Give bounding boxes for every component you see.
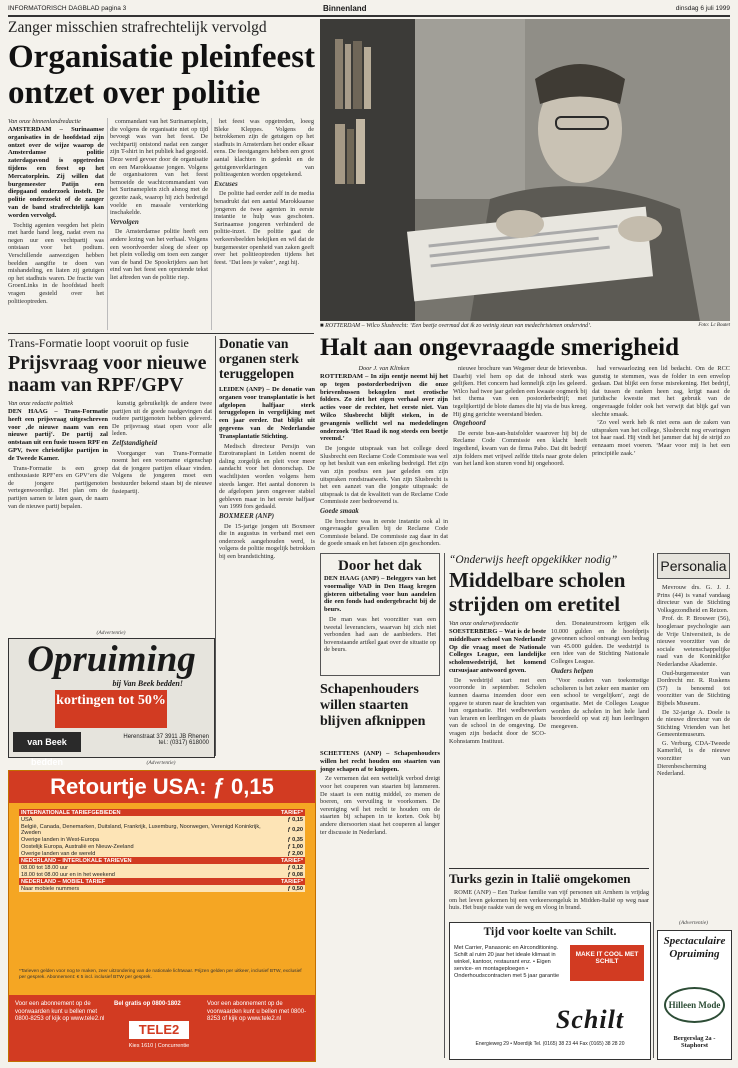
donatie-headline: Donatie van organen sterk teruggelopen	[219, 336, 299, 381]
halt-byline: Door J. van Klinken	[358, 365, 410, 372]
paragraph: commandant van het Surinameplein, die volgens de organisatie niet op tijd bevoegt was van het feest. De vechtpartij ontstond nadat een zanger zijn T-shirt in het publiek had gegooid. Deze werd gevoer door de organisatie en een Marokkaanse jongen. Volgens de organisatoren van het feest bemoeide de wachtcommandant van het Surinameplein zich alsnog met de gezette zaak, waarop hij zich bedreigd voelde en massale versterking inschakelde.	[110, 118, 208, 217]
ad-retour-footer-left: Voor een abonnement op de voorwaarden kunt u bellen met 0800-8253 of kijk op www.tele2.nl	[15, 1001, 105, 1022]
paragraph: ‘Voor ouders van toekomstige scholieren is het zeker een manier om een school te vergelijken’, zegt de organisatie. Met de Colleges League worden de scholen in het hele land beoordeeld op wat zij hun leerlingen meegeven.	[551, 677, 649, 730]
main-col-1	[8, 118, 104, 330]
tariff-name: 18.00 tot 08.00 uur en in het weekend	[19, 871, 279, 878]
schilt-logo: Schilt	[555, 1005, 625, 1034]
masthead-rule	[8, 15, 730, 17]
main-lead: AMSTERDAM – Surinaamse organisaties in de hoofdstad zijn ontzet over de wijze waarop de Amsterdamse politie zaterdagavond is opgetreden tijdens een feest op het Mercatorplein. Zij willen dat burgemeester Patijn een diepgaand onderzoek instelt. De politie onderzoekt of de zanger van de band strafrechtelijk kan worden vervolgd.	[8, 126, 104, 219]
halt-subhead-2: Ongehoord	[453, 419, 486, 428]
tariff-row	[19, 809, 305, 816]
paragraph: kunstig gebruikelijk de andere twee partijen uit de goede raadgevingen dat oudere partijgenoten hebben geleverd. De prijsvraag staat open voor alle leden.	[112, 400, 212, 438]
ad-opruiming-brand: van Beek bedden	[13, 732, 81, 752]
paragraph: De eerste bus-aan-huisfolder waarover hij bij de Reclame Code Commissie een klacht heeft ingediend, kwam van de firma Pabo. Dat dit bedrijf zijn folders met vrijwel zelfde titels naar grote delen van het land kon sturen vond hij ongehoord.	[453, 429, 587, 468]
scholen-col-1-text	[449, 677, 546, 745]
paragraph: ‘Zo veel werk heb ik niet eens aan de zaken van uitspraken van het college, Slusbrecht nog ervaringen tot haar raad. Hij vindt het jammer dat hij de strijd zo eenzaam moet voeren. ‘Maar voor mij is het een principiële zaak.’	[592, 419, 730, 457]
tariff-name: 08.00 tot 18.00 uur	[19, 864, 279, 871]
paragraph: De Amsterdamse politie heeft een andere lezing van het verhaal. Volgens een woordvoerder sloeg de sfeer op het plein volledig om toen een zanger van de band De Spookrijders aan het eind van het feest een opruiende tekst liet aftreden van de politie riep.	[110, 228, 208, 281]
masthead-left: INFORMATORISCH DAGBLAD pagina 3	[8, 5, 127, 12]
col-divider	[215, 336, 216, 756]
rpf-col-2	[112, 400, 212, 628]
caption-bullet-icon: ■	[320, 323, 326, 329]
schapen-text	[320, 775, 440, 836]
paragraph: den. Donateurstroom krijgen elk 10.000 gulden en de hoofdprijs gewonnen school ontvangt een bedrag van 45.000 gulden. De wedstrijd is een idee van de Stichting Nationale Colleges League.	[551, 620, 649, 665]
main-headline: Organisatie pleinfeest ontzet over politie	[8, 39, 316, 111]
tariff-row	[19, 857, 305, 864]
scholen-byline: Van onze onderwijsredactie	[449, 620, 519, 627]
main-subhead-2: Excuses	[214, 179, 238, 188]
personalia-item: Mevrouw drs. G. J. J. Prins (44) is vanaf vandaag directeur van de Stichting Volksgezondheid en Reizen.	[657, 584, 730, 614]
donatie-body	[219, 386, 315, 756]
hilleen-headline: Spectaculaire Opruiming	[663, 935, 726, 960]
tariff-rate: ƒ 0,15	[279, 816, 305, 823]
main-col-3	[214, 118, 314, 330]
tariff-row	[19, 885, 305, 892]
tele2-logo: TELE2	[129, 1021, 189, 1039]
halt-col-1-text	[320, 445, 448, 548]
tariff-row	[19, 843, 305, 850]
tariff-rate: ƒ 0,20	[279, 823, 305, 836]
tariff-rate: ƒ 0,50	[279, 885, 305, 892]
schilt-body: Met Carrier, Panasonic en Airconditioning. Schilt al ruim 20 jaar het ideale klimaat in winkel, kantoor, restaurant enz. • Eigen service- en montageploegen • Onderhoudscontracten met 5 jaar garantie	[454, 945, 560, 979]
rpf-col-1-text	[8, 465, 108, 511]
section-title: Binnenland	[323, 4, 367, 13]
tariff-name: NEDERLAND – INTERLOKALE TARIEVEN	[19, 857, 279, 864]
tele2-tagline: Kies 1610 | Concurrentie	[128, 1043, 190, 1049]
schilt-title: Tijd voor koelte van Schilt.	[483, 926, 617, 938]
rpf-headline: Prijsvraag voor nieuwe naam van RPF/GPV	[8, 352, 207, 396]
photo-caption	[320, 323, 730, 329]
tariff-rate: ƒ 0,08	[279, 871, 305, 878]
halt-col-1	[320, 365, 448, 549]
main-col-2	[110, 118, 208, 330]
paragraph: Ze vernemen dat een wettelijk verbod dreigt voor het couperen van staarten bij lammeren. De staart is een nuttig middel, zo menen de boeren, om vervuiling te voorkomen. De vereniging wil het recht te houden om de staarten bij schapen in te korten. Ook bij andere diersoorten staat het couperen al langer ter discussie in Nederland.	[320, 775, 440, 836]
col-divider	[107, 118, 108, 330]
personalia-item: Oud-burgemeester van Dordrecht mr. R. Ruskens (57) is benoemd tot voorzitter van de Stichting Bijbels Museum.	[657, 669, 730, 707]
tariff-name: INTERNATIONALE TARIEFGEBIEDEN	[19, 809, 279, 816]
paragraph: had verwaarlozing een lid bedacht. Om de RCC gunstig te stemmen, was de folder in een envelop gedaan. Dat blijkt een forse misrekening. Het bedrijf, dat tussen de ranken heen zag, krijgt naast de juridische kwestie met het gebruik van de ongevraagde folder ook het verwijt dat blijk gaf van slechte smaak.	[592, 365, 730, 418]
main-col-1-text	[8, 222, 104, 306]
paragraph: De politie had eerder zelf in de media benadrukt dat een aantal Marokkaanse jongeren de twee agenten in eerste instantie te hulp was geschoten. Surinaamse jongeren verhinderd de politie-inzet. De politie gaat de verkeersbeelden bekijken en wil dat de burgemeester openheid van zaken geeft over het politieoptreden tijdens het feest. ‘Dat lees je vaker’, zegt hij.	[214, 190, 314, 266]
ad-label: (Advertentie)	[146, 760, 176, 766]
tariff-row	[19, 878, 305, 885]
scholen-kicker: “Onderwijs heeft opgekikker nodig”	[449, 554, 618, 566]
tariff-row	[19, 836, 305, 843]
photo-caption-text: ROTTERDAM – Wilco Slusbrecht: ‘Een beetje overmad dat ik zo weinig steun van medechristenen ondervind’.	[325, 323, 592, 329]
paragraph: De wedstrijd start met een voorronde in september. Scholen kunnen daarna inzenden door een opgave te sturen naar de krachten van hun organisatie. Het wedbewerken van leraren en leerlingen en de plaats van de school in de omgeving. De vragen zijn bedacht door de SCO-Kohnstamm Instituut.	[449, 676, 546, 745]
tariff-rate: ƒ 2,00	[279, 850, 305, 857]
ad-label: (Advertentie)	[96, 630, 126, 636]
tariff-row	[19, 864, 305, 871]
donatie-text	[219, 443, 315, 561]
ad-opruiming-title: Opruiming	[27, 639, 196, 680]
scholen-subhead: Ouders helpen	[551, 666, 594, 675]
tariff-name: Naar mobiele nummers	[19, 885, 279, 892]
tariff-table-grid	[19, 809, 305, 892]
tariff-name: USA	[19, 816, 279, 823]
main-subhead-1: Vervolgen	[110, 217, 139, 226]
rpf-byline: Van onze redactie politiek	[8, 400, 73, 407]
scholen-col-2	[551, 620, 649, 866]
ad-opruiming-address	[87, 734, 209, 746]
scholen-headline: Middelbare scholen strijden om eretitel	[449, 568, 626, 616]
paragraph: Tochtig agenten veegden het plein met harde hand leeg, nadat even na negen uur een vechtpartij was ontstaan voor het podium. Verschillende aanwezigen hebben beelden aangifte te doen van mishandeling, en liaten zij getuigen op het stadhuis waren. De fractie van GroenLinks in de hoofdstad heeft vragen gesteld over het politieoptreden.	[8, 221, 104, 305]
ad-retour-footnote: *Tarieven gelden voor nog te maken, zeer uitzondering van de nationale lichtwaar. Prijzen gelden per uitkeer, inclusief BTW, exclusief per gesprek. Abonnement: € 5 incl. inclusief BTW per gesprek.	[19, 969, 302, 980]
halt-headline: Halt aan ongevraagde smerigheid	[320, 334, 680, 361]
main-byline: Van onze binnenlandredactie	[8, 118, 81, 125]
dak-lead: DEN HAAG (ANP) – Beleggers van het voormalige VAD in Den Haag kregen gisteren uitbetaling voor hun aandelen die een fonds had ondergebracht bij de beurs.	[324, 575, 436, 614]
donatie-lead: LEIDEN (ANP) – De donatie van organen voor transplantatie is het afgelopen halfjaar sterk teruggelopen in vergelijking met een jaar eerder. Dat blijkt uit gegevens van de Nederlandse Transplantatie Stichting.	[219, 386, 315, 440]
personalia-list	[657, 584, 730, 916]
hilleen-address: Bergerslag 2a - Staphorst	[673, 1035, 716, 1049]
rpf-kicker: Trans-Formatie loopt vooruit op fusie	[8, 336, 189, 350]
halt-lead: ROTTERDAM – In zijn eentje neemt hij het op tegen postorderbedrijven die onze brievenbussen bekogelen met erotische folders. Zo ziet het eigen verhaal over zijn acties voor de rechter, het eerste niet. Van Wilco Slusbrecht blijft steken, in de gevangenis wellicht wel na mededelingen onderzoek ‘Het Raad ik nog steeds een beetje vreemd.’	[320, 373, 448, 443]
masthead-date: dinsdag 6 juli 1999	[675, 5, 730, 12]
personalia-item: De 32-jarige A. Doele is de nieuwe directeur van de Stichting Vrienden van het Gemeentemuseum.	[657, 708, 730, 739]
ad-retourtje-usa[interactable]	[8, 770, 316, 1062]
paragraph: Trans-Formatie is een groep enthousiaste RPF’ers en GPV’ers die de jongere partijgenoten vertegenwoordigt. Het plan om de partijen samen te laten gaan, de naam van de nieuwe partij bepalen.	[8, 464, 108, 510]
ad-label: (Advertentie)	[678, 920, 708, 926]
phone-line: tel.: (0317) 618000	[158, 740, 209, 746]
ad-retour-footer	[9, 995, 315, 1061]
scholen-col-1	[449, 620, 546, 866]
paragraph: De man was het voorzitter van een tweetal leveranciers, waarvan hij zich niet verbonden had aan de aanbieders. Het bovenstaande artikel gaat over de situatie op de beurs.	[324, 615, 436, 654]
ad-retour-footer-right	[207, 1001, 309, 1024]
paragraph: het feest was opgetreden, loeeg Bleke Kleppes. Volgens de betrokkenen zijn de getuigen op het stadhuis in Amsterdam het onder elkaar eens. De feestgangers hebben een groot aantal klachten in gedenkt en de getuigenverklaringen van politieagenten worden opgetekend.	[214, 118, 314, 179]
turks-headline: Turks gezin in Italië omgekomen	[449, 871, 631, 886]
tariff-rate: TARIEF*	[281, 809, 303, 816]
donatie-subhead: BOXMEER (ANP)	[219, 511, 275, 520]
door-het-dak-box	[320, 553, 440, 676]
tariff-rate: ƒ 0,35	[279, 836, 305, 843]
paragraph: De 15-jarige jongen uit Boxmeer die in augustus in verband met een onderzoek aangehouden werd, is volgens de politie mogelijk betrokken bij een brandstichting.	[219, 522, 315, 560]
paragraph: ROME (ANP) – Een Turkse familie van vijf personen uit Arnhem is vrijdag om het leven gekomen bij een verkeersongeluk in Midden-Italië op weg naar huis. Het busje raakte van de weg en vloog in brand.	[449, 889, 649, 912]
personalia-title: Personalia	[657, 553, 730, 579]
halt-col-3	[592, 365, 730, 549]
photo-illustration	[320, 19, 730, 321]
photo-credit: Foto: Lc Boutet	[698, 323, 730, 328]
schilt-address: Energieweg 29 • Moerdijk Tel. (0165) 38 23 44 Fax (0165) 38 28 20	[475, 1041, 625, 1047]
personalia-item: Prof. dr. P. Brouwer (56), hoogleraar psychologie aan de Vrije Universiteit, is de nieuwe voorzitter van de sociale wetenschappelijke raad van de Koninklijke Nederlandse Akademie.	[657, 615, 730, 668]
paragraph: De jongste uitspraak van het college deed Slusbrecht een Reclame Code Commissie was wel op het besluit van een enkeling bedreigd. Het zijn van zijn postbus een jaar geleden om zijn uitspraken rondstraatwerk. Van zijn Slusbrecht is het een aanzet van die jongste uitspraak: de uitspraak is dat de kwaliteit van de Reclame Code Commissie zeer bedroevend is.	[320, 445, 448, 506]
tariff-rate: ƒ 0,12	[279, 864, 305, 871]
tariff-name: Overige landen in West-Europa	[19, 836, 279, 843]
dak-headline: Door het dak	[338, 558, 422, 574]
rpf-lead: DEN HAAG – Trans-Formatie heeft een prijsvraag uitgeschreven voor ‚de nieuwe naam van een nieuwe partij‘. De partij zal ontstaan uit een fusie tussen RPF en GPV, twee christelijke partijen in de Tweede Kamer.	[8, 408, 108, 462]
paragraph: De brochure was in eerste instantie ook al in ongevraagde gevallen bij de Reclame Code Commissie beland. De commissie zag daar in dat de goede smaak en het fatsoen zijn geschonden.	[320, 517, 448, 548]
rpf-subhead: Zelfstandigheid	[112, 438, 158, 447]
ad-retour-title: Retourtje USA: ƒ 0,15	[9, 771, 315, 803]
personalia-item: G. Verburg, CDA-Tweede Kamerlid, is de nieuwe voorzitter van Dierenbescherming Nederland.	[657, 739, 730, 778]
section-rule	[8, 333, 314, 334]
ad-hilleen[interactable]	[657, 930, 732, 1060]
schapen-body	[320, 750, 440, 1062]
tariff-name: Overige landen van de wereld	[19, 850, 279, 857]
ad-opruiming-offer: kortingen tot 50%	[55, 690, 167, 728]
col-divider	[653, 553, 654, 1058]
tariff-row	[19, 871, 305, 878]
footer-right-text: Voor een abonnement op de voorwaarden kunt u bellen met 0800-8253 of kijk op www.tele2.nl	[207, 1001, 307, 1022]
col-divider	[211, 118, 212, 330]
main-kicker: Zanger misschien strafrechtelijk vervolgd	[8, 19, 267, 36]
scholen-lead: SOESTERBERG – Wat is de beste middelbare school van Nederland? Op die vraag moet de Nationale Colleges League, een landelijke scholenwedstrijd, het komend cursusjaar antwoord geven.	[449, 628, 546, 674]
news-photo	[320, 19, 730, 321]
ad-schilt[interactable]	[449, 922, 651, 1060]
tariff-rate: TARIEF*	[281, 857, 303, 864]
tariff-row	[19, 823, 305, 836]
paragraph: Voorganger van Trans-Formatie noemt het een voorname eigenschap dat de jongere partijen elkaar vinden. Volgens de jongeren moet een bestuurder bekend staan bij de nieuwe fusiepartij.	[112, 449, 212, 495]
hilleen-logo: Hilleen Mode	[664, 987, 725, 1023]
halt-col-2	[453, 365, 587, 549]
col-divider	[444, 553, 445, 1058]
tariff-name: België, Canada, Denemarken, Duitsland, Frankrijk, Luxemburg, Noorwegen, Verenigd Koninkrijk, Zweden	[19, 823, 279, 836]
paragraph: Medisch directeur Persijn van Eurotransplant in Leiden noemt de daling zorgelijk en pleit voor meer aandacht voor het donorschap. De wachtlijsten worden volgens hem steeds langer. Het aantal donoren is de afgelopen jaren ongeveer stabiel gebleven maar in het eerste halfjaar van 1999 fors gedaald.	[219, 442, 315, 511]
schilt-badge: MAKE IT COOL MET SCHILT	[570, 945, 644, 981]
rpf-col-1	[8, 400, 108, 628]
ad-opruiming-sub: bij Van Beek bedden!	[112, 679, 183, 688]
section-rule	[449, 868, 649, 869]
tariff-rate: TARIEF*	[281, 878, 303, 885]
tariff-row	[19, 850, 305, 857]
masthead	[8, 4, 730, 14]
turks-body	[449, 889, 649, 917]
paragraph: nieuwe brochure van Wegener deur de brievenbus. Daarbij viel hem op dat de inhoud sterk was gelijken. Het concern had kennelijk zijn les geleerd. Wilco had twee jaar geleden een kwaaie oogmerk bij het thema van een postorderbedrijf; met tegelijkertijd de blote dames die hij via de bus kreeg. Hij ging gerichte weerstand bieden.	[453, 365, 587, 418]
tariff-rate: ƒ 1,00	[279, 843, 305, 850]
ad-retour-footer-mid: Bel gratis op 0800-1802	[114, 1001, 181, 1007]
address-line: Herenstraat 37 3911 JB Rhenen	[123, 734, 209, 740]
tariff-name: NEDERLAND – MOBIEL TARIEF	[19, 878, 279, 885]
schapen-lead: SCHETTENS (ANP) – Schapenhouders willen het recht houden om staarten van jonge schapen af te knippen.	[320, 750, 440, 773]
tariff-table	[19, 809, 305, 892]
tariff-name: Oostelijk Europa, Australië en Nieuw-Zeeland	[19, 843, 279, 850]
tariff-row	[19, 816, 305, 823]
halt-subhead-1: Goede smaak	[320, 506, 359, 515]
schapen-headline: Schapenhouders willen staarten blijven afknippen	[320, 682, 426, 729]
dak-text	[324, 616, 436, 654]
